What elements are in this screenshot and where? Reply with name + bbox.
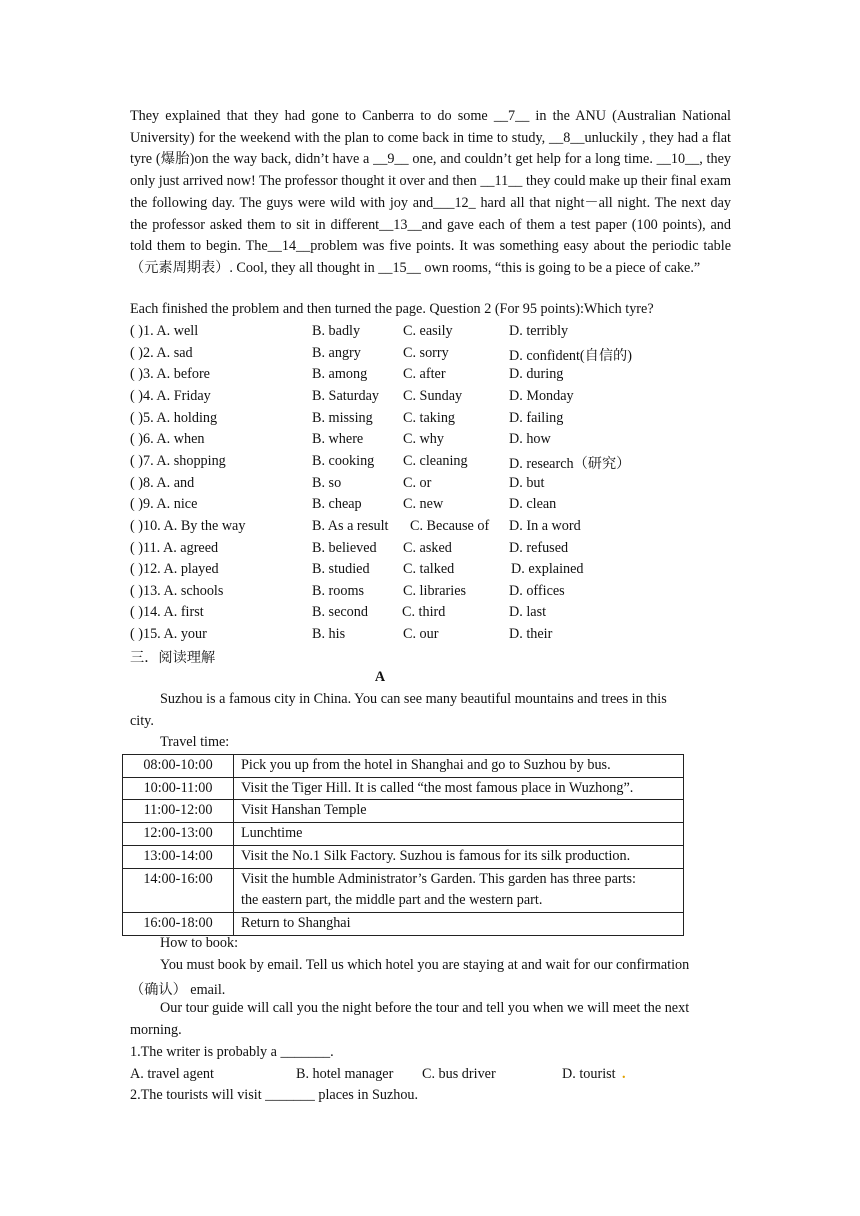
question-1-options [130,1066,750,1088]
question-number: ( )7. A. shopping [130,452,226,469]
cloze-passage: They explained that they had gone to Canberra to do some __7__ in the ANU (Australian National University) for the weekend with the plan to come back in time to study, __8__unluckily , they had a flat tyre (爆胎)on the way back, didn’t have a __9__ one, and couldn’t get help for a long time. __10__, they only just arrived now! The professor thought it over and then __11__ they could make up their final exam the following day. The guys were wild with joy and___12_ hard all that night－all night. The next day the professor asked them to sit in different__13__and gave each of them a test paper (100 points), and told them to begin. The__14__problem was five points. It was something easy about the periodic table（元素周期表）. Cool, they all thought in __15__ own rooms, “this is going to be a piece of cake.” [130,108,731,276]
question-row [130,518,750,540]
question-row [130,583,750,605]
question-row [130,366,750,388]
option-c: C. after [403,366,446,383]
option-a: A. travel agent [130,1066,214,1082]
option-c: C. asked [403,539,452,556]
time-cell: 14:00-16:00 [123,868,234,912]
question-number: ( )3. A. before [130,366,210,383]
activity-cell: Visit the Tiger Hill. It is called “the most famous place in Wuzhong”. [234,777,684,800]
option-c: C. third [402,604,446,621]
activity-cell: Visit Hanshan Temple [234,800,684,823]
question-number: ( )9. A. nice [130,496,198,513]
question-row [130,540,750,562]
question-row [130,345,750,367]
option-c: C. Sunday [403,387,463,404]
time-cell: 10:00-11:00 [123,777,234,800]
booking-text: You must book by email. Tell us which hotel you are staying at and wait for our confirmation [160,957,690,973]
time-cell: 11:00-12:00 [123,800,234,823]
option-b: B. hotel manager [296,1066,394,1082]
intro-text: Suzhou is a famous city in China. You can see many beautiful mountains and trees in this [160,691,667,707]
option-d: D. last [509,604,547,621]
activity-cell: Return to Shanghai [234,912,684,935]
option-c: C. libraries [403,582,467,599]
question-number: ( )6. A. when [130,431,205,448]
section-heading: 三．阅读理解 [130,650,216,666]
activity-cell [234,868,684,912]
question-number: ( )1. A. well [130,323,199,339]
option-c: C. sorry [403,344,449,361]
question-row [130,626,750,648]
option-c: C. Because of [410,517,490,534]
question-row [130,388,750,410]
option-c: C. bus driver [422,1066,496,1082]
table-row [123,845,684,868]
table-row [123,823,684,846]
travel-time-label: Travel time: [160,734,230,750]
question-1: 1.The writer is probably a _______. [130,1044,334,1060]
option-b: B. his [312,626,346,643]
time-cell: 12:00-13:00 [123,823,234,846]
option-d: D. failing [509,409,564,426]
option-d: D. during [509,366,564,383]
option-b: B. where [312,431,364,448]
cloze-passage-end: Each finished the problem and then turned the page. Question 2 (For 95 points):Which tyre? [130,301,654,317]
table-row [123,777,684,800]
option-c: C. or [403,474,432,491]
question-row [130,475,750,497]
option-b: B. badly [312,323,361,339]
table-row [123,755,684,778]
question-number: ( )5. A. holding [130,409,218,426]
question-row [130,604,750,626]
marker-dot: . [622,1066,626,1082]
option-b: B. cheap [312,496,362,513]
question-number: ( )11. A. agreed [130,539,219,556]
option-c: C. talked [403,561,455,578]
activity-line: the eastern part, the middle part and the western part. [241,892,543,909]
table-row [123,800,684,823]
question-row [130,453,750,475]
question-row [130,496,750,518]
how-to-book-label: How to book: [160,935,239,951]
option-b: B. so [312,474,342,491]
option-c: C. cleaning [403,452,468,469]
activity-cell: Pick you up from the hotel in Shanghai and go to Suzhou by bus. [234,755,684,778]
option-b: B. studied [312,561,370,578]
question-number: ( )14. A. first [130,604,204,621]
option-b: B. angry [312,344,361,361]
question-number: ( )10. A. By the way [130,517,246,534]
option-b: B. cooking [312,452,375,469]
activity-cell: Lunchtime [234,823,684,846]
option-b: B. believed [312,539,377,556]
option-b: B. missing [312,409,373,426]
question-number: ( )15. A. your [130,626,207,643]
option-d: D. tourist [562,1066,616,1082]
activity-cell: Visit the No.1 Silk Factory. Suzhou is famous for its silk production. [234,845,684,868]
option-b: B. As a result [312,517,389,534]
option-d: D. explained [511,561,584,578]
question-row [130,561,750,583]
option-b: B. Saturday [312,387,379,404]
activity-line: Visit the humble Administrator’s Garden. This garden has three parts: [241,870,637,887]
option-c: C. easily [403,323,453,339]
intro-text-end: city. [130,713,154,729]
option-c: C. new [403,496,444,513]
option-b: B. second [312,604,368,621]
question-number: ( )2. A. sad [130,344,193,361]
option-d: D. how [509,431,551,448]
option-d: D. In a word [509,517,581,534]
option-b: B. among [312,366,368,383]
question-number: ( )4. A. Friday [130,387,211,404]
option-d: D. terribly [509,323,569,339]
question-row [130,410,750,432]
question-number: ( )12. A. played [130,561,219,578]
option-d: D. research（研究） [509,455,631,472]
option-d: D. offices [509,582,565,599]
guide-text-end: morning. [130,1022,182,1038]
reading-title: A [374,669,386,685]
option-c: C. our [403,626,439,643]
question-row [130,323,750,345]
time-cell: 16:00-18:00 [123,912,234,935]
question-number: ( )13. A. schools [130,582,224,599]
option-d: D. refused [509,539,569,556]
option-c: C. why [403,431,444,448]
option-d: D. Monday [509,387,574,404]
booking-text-end: （确认） email. [130,982,226,998]
option-d: D. but [509,474,545,491]
question-2: 2.The tourists will visit _______ places in Suzhou. [130,1087,419,1103]
time-cell: 08:00-10:00 [123,755,234,778]
option-d: D. confident(自信的) [509,347,632,364]
guide-text: Our tour guide will call you the night before the tour and tell you when we will meet the next [160,1000,690,1016]
schedule-table [122,754,684,936]
table-row [123,912,684,935]
time-cell: 13:00-14:00 [123,845,234,868]
question-row [130,431,750,453]
option-d: D. their [509,626,553,643]
question-number: ( )8. A. and [130,474,195,491]
option-b: B. rooms [312,582,365,599]
option-d: D. clean [509,496,557,513]
table-row [123,868,684,912]
option-c: C. taking [403,409,456,426]
